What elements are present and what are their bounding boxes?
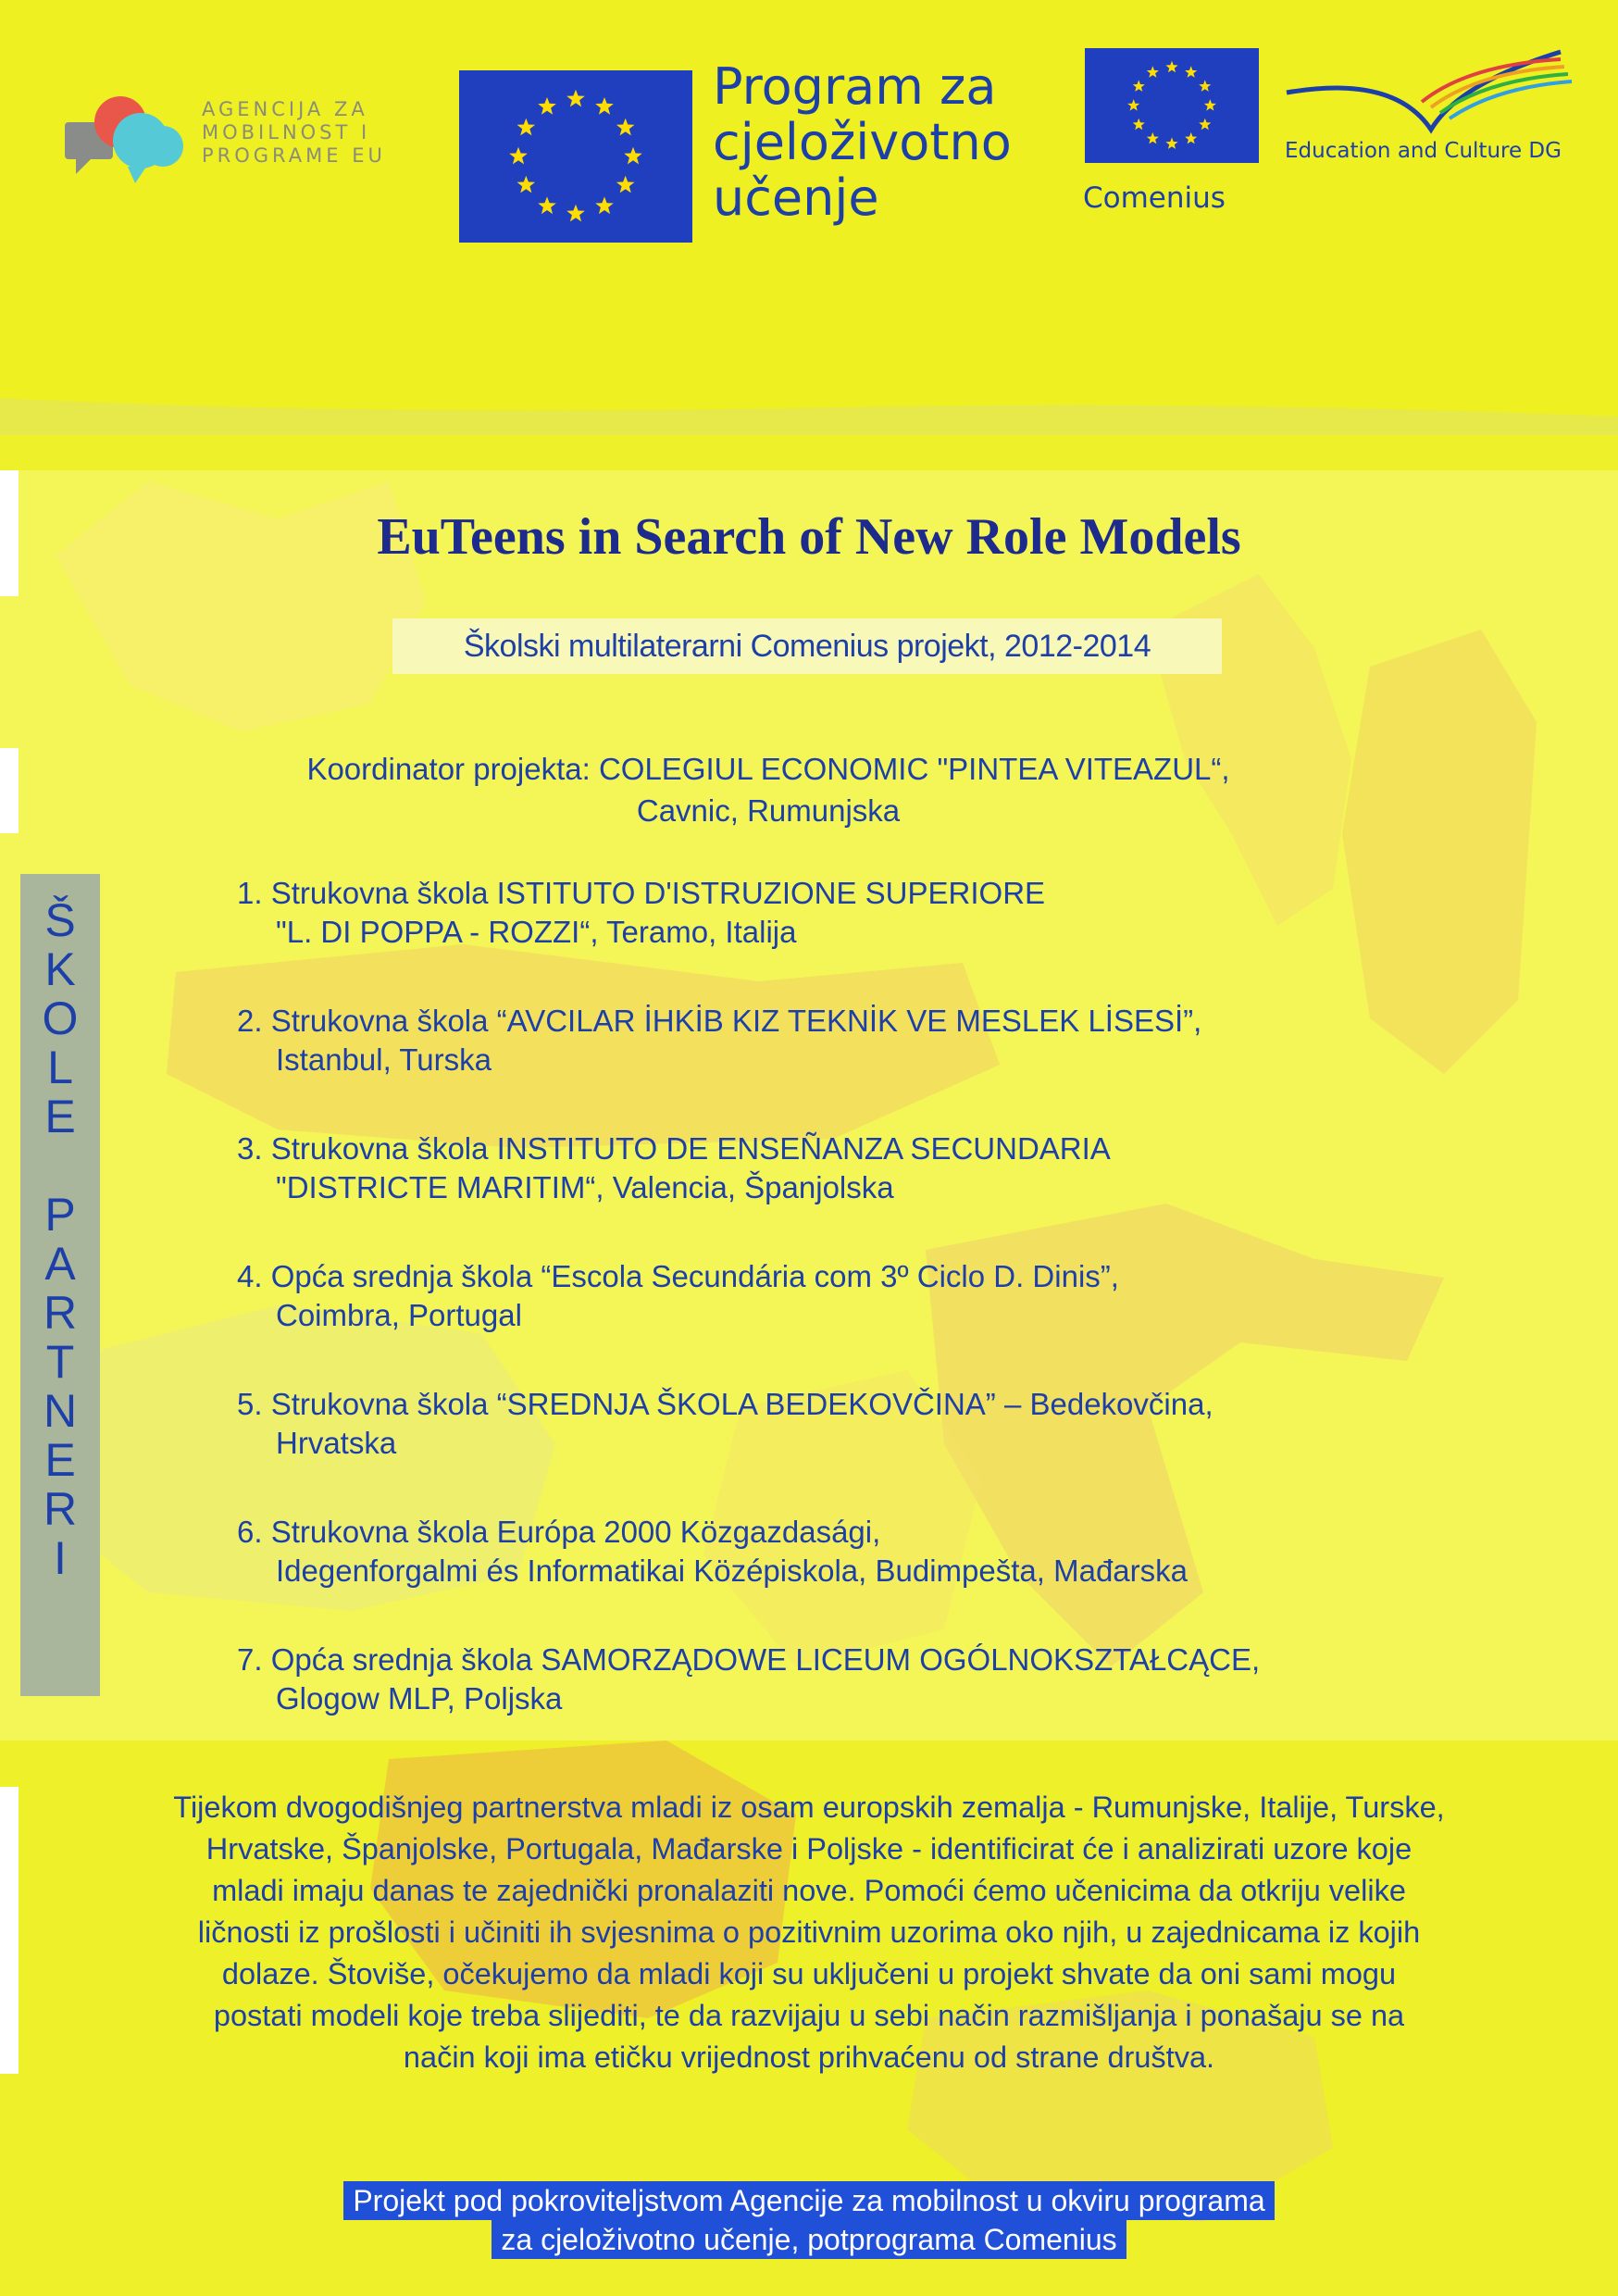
side-letter: A xyxy=(44,1238,76,1290)
side-letter: R xyxy=(43,1483,78,1535)
header-wave xyxy=(0,380,1618,435)
sponsorship-line: za cjeloživotno učenje, potprograma Comenius xyxy=(492,2220,1126,2259)
eu-star-icon xyxy=(1127,99,1139,111)
partner-item: 3. Strukovna škola INSTITUTO DE ENSEÑANZA SECUNDARIA "DISTRICTE MARITIM“, Valencia, Španjolska xyxy=(237,1131,1111,1204)
eu-star-icon xyxy=(1204,99,1216,111)
project-description: Tijekom dvogodišnjeg partnerstva mladi iz osam europskih zemalja - Rumunjske, Italije, Turske, Hrvatske, Španjolske, Portugala, Mađarske i Poljske - identificirat će i analizirati uzore koje mladi imaju danas te zajednički pronalaziti nove. Pomoći ćemo učenicima da otkriju velike ličnosti iz prošlosti i učiniti ih svjesnima o pozitivnim uzorima oko njih, u zajednicama iz kojih dolaze. Štoviše, očekujemo da mladi koji su uključeni u projekt shvate da oni sami mogu postati modeli koje treba slijediti, te da razvijaju u sebi način razmišljanja i ponašaju se na način koji ima etičku vrijednost prihvaćenu od strane društva. xyxy=(173,1791,1445,2074)
comenius-label: Comenius xyxy=(1083,181,1226,215)
subtitle: Školski multilaterarni Comenius projekt, 2012-2014 xyxy=(392,618,1222,674)
side-letter: Š xyxy=(44,894,76,946)
side-label-skole-partneri xyxy=(20,874,100,1696)
partner-item: 6. Strukovna škola Európa 2000 Közgazdasági, Idegenforgalmi és Informatikai Középiskola, Budimpešta, Mađarska xyxy=(237,1515,1188,1588)
white-edge-mid xyxy=(0,748,19,833)
eu-star-icon xyxy=(1199,119,1211,130)
eu-star-icon xyxy=(595,196,614,214)
dg-label: Education and Culture DG xyxy=(1285,139,1562,163)
side-letter: E xyxy=(44,1091,76,1142)
eu-star-icon xyxy=(1147,132,1159,144)
eu-star-icon xyxy=(538,196,556,214)
side-letter xyxy=(20,1142,100,1191)
sponsorship-note xyxy=(0,2181,1618,2259)
partner-schools-list xyxy=(237,874,1440,1768)
eu-star-icon xyxy=(566,205,585,222)
partner-item: 7. Opća srednja škola SAMORZĄDOWE LICEUM OGÓLNOKSZTAŁCĄCE, Glogow MLP, Poljska xyxy=(237,1642,1261,1716)
side-letter: L xyxy=(47,1042,73,1093)
eu-star-icon xyxy=(616,119,635,136)
header xyxy=(0,0,1618,426)
eu-star-icon xyxy=(517,119,536,136)
partner-item: 1. Strukovna škola ISTITUTO D'ISTRUZIONE SUPERIORE "L. DI POPPA - ROZZI“, Teramo, Italija xyxy=(237,876,1046,949)
eu-star-icon xyxy=(1133,119,1145,130)
sponsorship-line: Projekt pod pokroviteljstvom Agencije za mobilnost u okviru programa xyxy=(343,2181,1274,2220)
side-letter: I xyxy=(54,1532,67,1584)
eu-flag-icon xyxy=(1085,48,1259,163)
agency-name: AGENCIJA ZA MOBILNOST I PROGRAME EU xyxy=(202,98,386,167)
eu-star-icon xyxy=(1165,61,1177,72)
project-coordinator: Koordinator projekta: COLEGIUL ECONOMIC "PINTEA VITEAZUL“, Cavnic, Rumunjska xyxy=(306,752,1230,828)
side-letter: K xyxy=(44,943,76,995)
side-letter: E xyxy=(44,1434,76,1486)
eu-star-icon xyxy=(1185,66,1197,78)
eu-star-icon xyxy=(624,147,642,165)
eu-star-icon xyxy=(1199,80,1211,92)
eu-star-icon xyxy=(538,97,556,115)
side-letter: P xyxy=(44,1189,76,1241)
white-edge-bottom xyxy=(0,1787,19,2074)
partner-item: 5. Strukovna škola “SREDNJA ŠKOLA BEDEKOVČINA” – Bedekovčina, Hrvatska xyxy=(237,1387,1214,1460)
eu-star-icon xyxy=(1147,66,1159,78)
eu-star-icon xyxy=(566,90,585,107)
main-title: EuTeens in Search of New Role Models xyxy=(377,508,1241,566)
side-letter: T xyxy=(45,1336,75,1388)
eu-star-icon xyxy=(595,97,614,115)
eu-star-icon xyxy=(517,176,536,193)
eu-star-icon xyxy=(1165,137,1177,149)
eu-star-icon xyxy=(616,176,635,193)
eu-star-icon xyxy=(1133,80,1145,92)
eu-star-icon xyxy=(509,147,528,165)
side-letter: O xyxy=(42,992,79,1044)
agency-speech-bubbles-icon xyxy=(63,93,193,194)
eu-flag-icon xyxy=(459,70,692,243)
side-label-letters xyxy=(20,896,100,1583)
partner-item: 4. Opća srednja škola “Escola Secundária com 3º Ciclo D. Dinis”, Coimbra, Portugal xyxy=(237,1259,1119,1332)
program-title: Program za cjeloživotno učenje xyxy=(713,57,1012,227)
eu-star-icon xyxy=(1185,132,1197,144)
partner-item: 2. Strukovna škola “AVCILAR İHKİB KIZ TEKNİK VE MESLEK LİSESİ”, Istanbul, Turska xyxy=(237,1004,1202,1077)
agency-logo xyxy=(63,93,396,194)
side-letter: R xyxy=(43,1287,78,1339)
side-letter: N xyxy=(43,1385,78,1437)
